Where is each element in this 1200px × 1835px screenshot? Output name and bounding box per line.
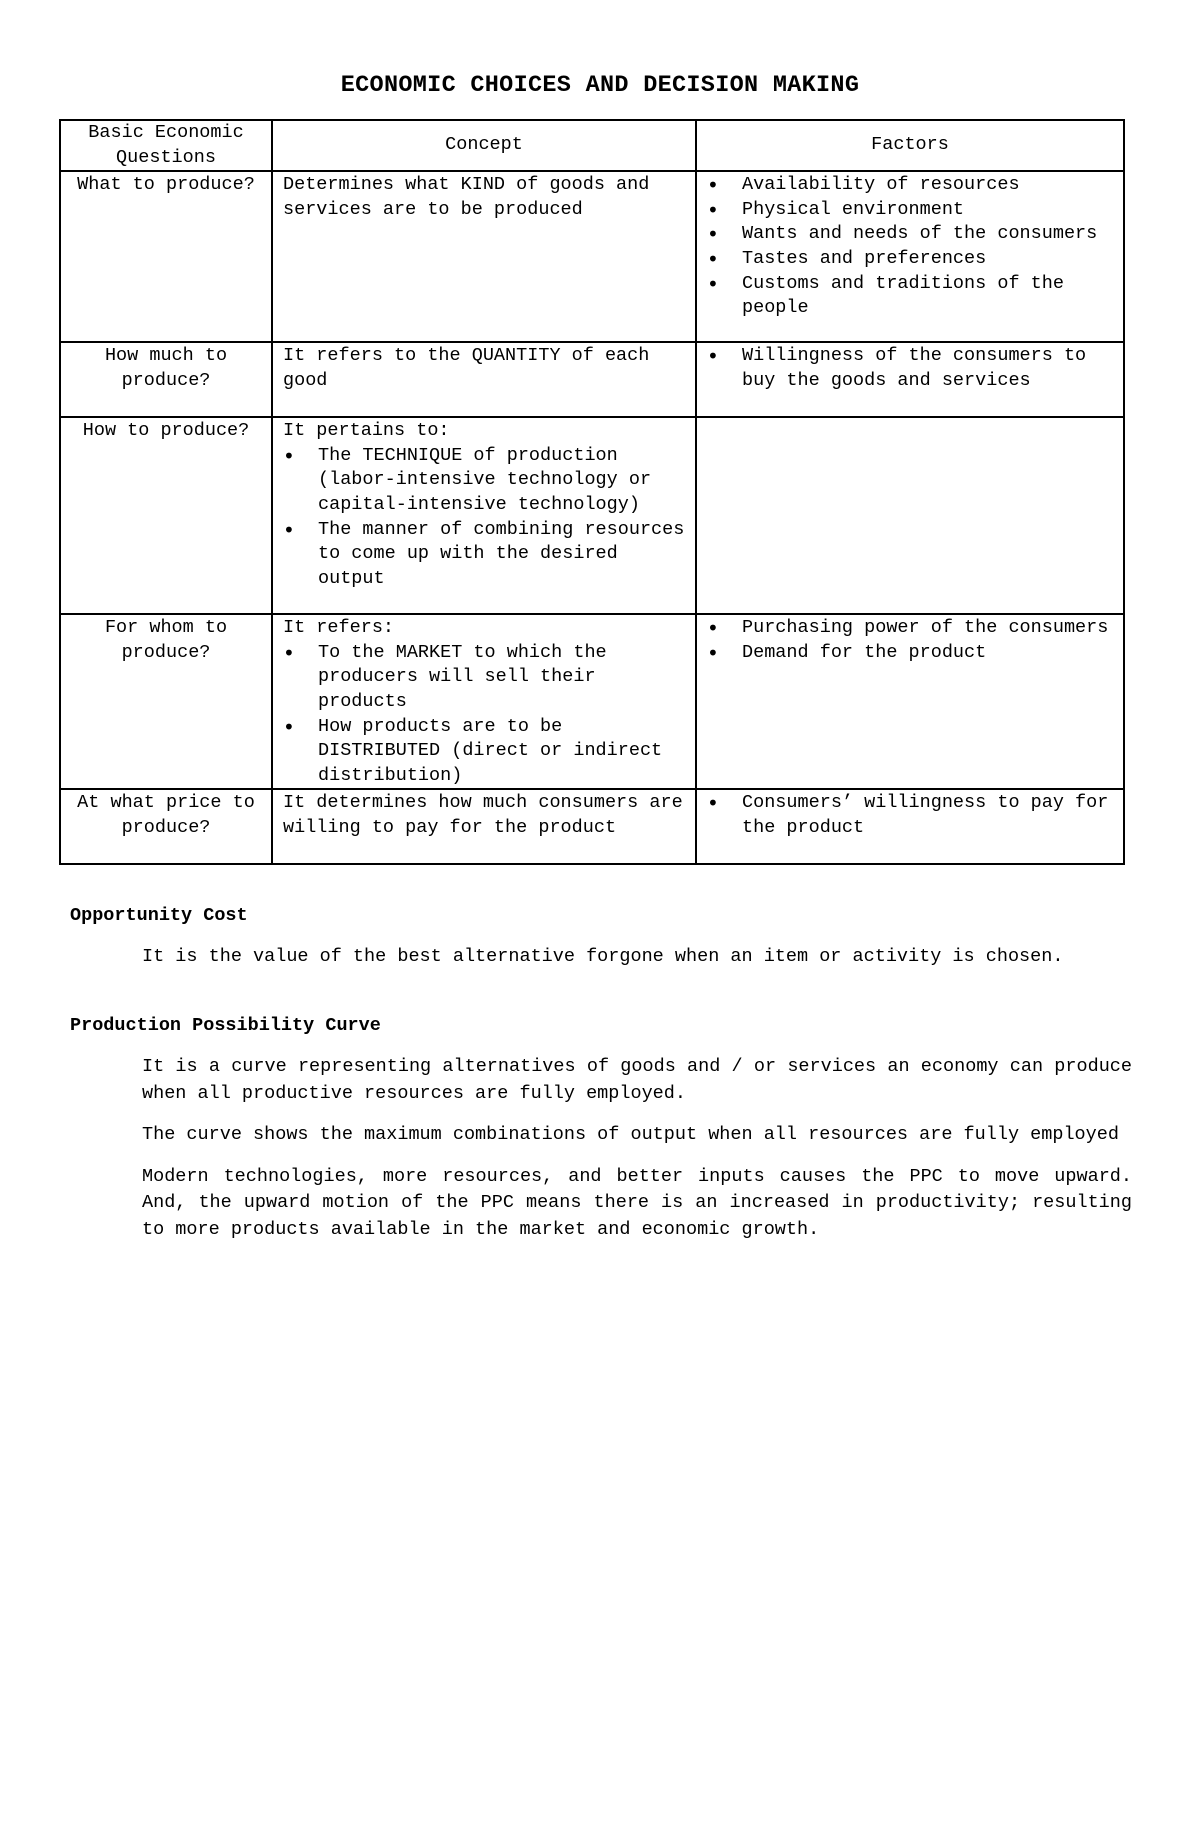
factor-item: • Willingness of the consumers to buy the goods and services [707,344,1113,393]
factors-cell [696,614,1124,789]
factor-item: • Customs and traditions of the people [707,272,1113,321]
factors-cell-empty [696,417,1124,614]
concept-text: It determines how much consumers are willing to pay for the product [283,792,683,838]
factors-cell [696,171,1124,342]
header-factors: Factors [696,120,1124,171]
opportunity-cost-section [70,903,1132,971]
question-cell: What to produce? [60,171,272,342]
page-title: ECONOMIC CHOICES AND DECISION MAKING [340,72,860,99]
factor-item: • Wants and needs of the consumers [707,222,1113,247]
economic-questions-table [59,119,1125,865]
ppc-section [70,1013,1132,1243]
concept-bullet: • The manner of combining resources to come up with the desired output [283,518,685,592]
factors-cell [696,789,1124,864]
concept-text: It refers to the QUANTITY of each good [283,345,650,391]
concept-bullet: • How products are to be DISTRIBUTED (direct or indirect distribution) [283,715,685,789]
factor-item: • Availability of resources [707,173,1113,198]
opportunity-cost-heading: Opportunity Cost [70,905,248,926]
concept-cell [272,789,696,864]
factors-list [707,344,1113,393]
factor-item: • Demand for the product [707,641,1113,666]
concept-cell [272,342,696,417]
table-row [60,171,1124,342]
factors-list [707,173,1113,321]
factors-cell [696,342,1124,417]
concept-bullet-list [283,444,685,592]
ppc-shift-description: Modern technologies, more resources, and better inputs causes the PPC to move upward. And, the upward motion of the PPC means there is an increased in productivity; resulting to more products available in the market and economic growth. [142,1165,1132,1240]
header-concept: Concept [272,120,696,171]
factor-item: • Tastes and preferences [707,247,1113,272]
table-row [60,342,1124,417]
header-basic-economic-questions: Basic Economic Questions [60,120,272,171]
concept-bullet-list [283,641,685,789]
factor-item: • Physical environment [707,198,1113,223]
concept-cell [272,614,696,789]
ppc-heading: Production Possibility Curve [70,1015,381,1036]
concept-cell [272,417,696,614]
question-cell: For whom to produce? [60,614,272,789]
opportunity-cost-definition: It is the value of the best alternative forgone when an item or activity is chosen. [142,946,1064,967]
concept-text: It refers: [283,617,395,639]
table-row [60,789,1124,864]
table-row [60,417,1124,614]
factors-list [707,791,1113,840]
ppc-definition: It is a curve representing alternatives of goods and / or services an economy can produce when all productive resources are fully employed. [142,1056,1132,1104]
question-cell: How much to produce? [60,342,272,417]
table-header-row [60,120,1124,171]
concept-text: Determines what KIND of goods and services are to be produced [283,174,650,220]
factor-item: • Purchasing power of the consumers [707,616,1113,641]
factor-item: • Consumers’ willingness to pay for the product [707,791,1113,840]
table-row [60,614,1124,789]
question-cell: How to produce? [60,417,272,614]
factors-list [707,616,1113,665]
question-cell: At what price to produce? [60,789,272,864]
concept-text: It pertains to: [283,420,450,442]
ppc-curve-description: The curve shows the maximum combinations of output when all resources are fully employed [142,1124,1119,1145]
concept-bullet: • To the MARKET to which the producers will sell their products [283,641,685,715]
concept-cell [272,171,696,342]
concept-bullet: • The TECHNIQUE of production (labor-intensive technology or capital-intensive technology) [283,444,685,518]
